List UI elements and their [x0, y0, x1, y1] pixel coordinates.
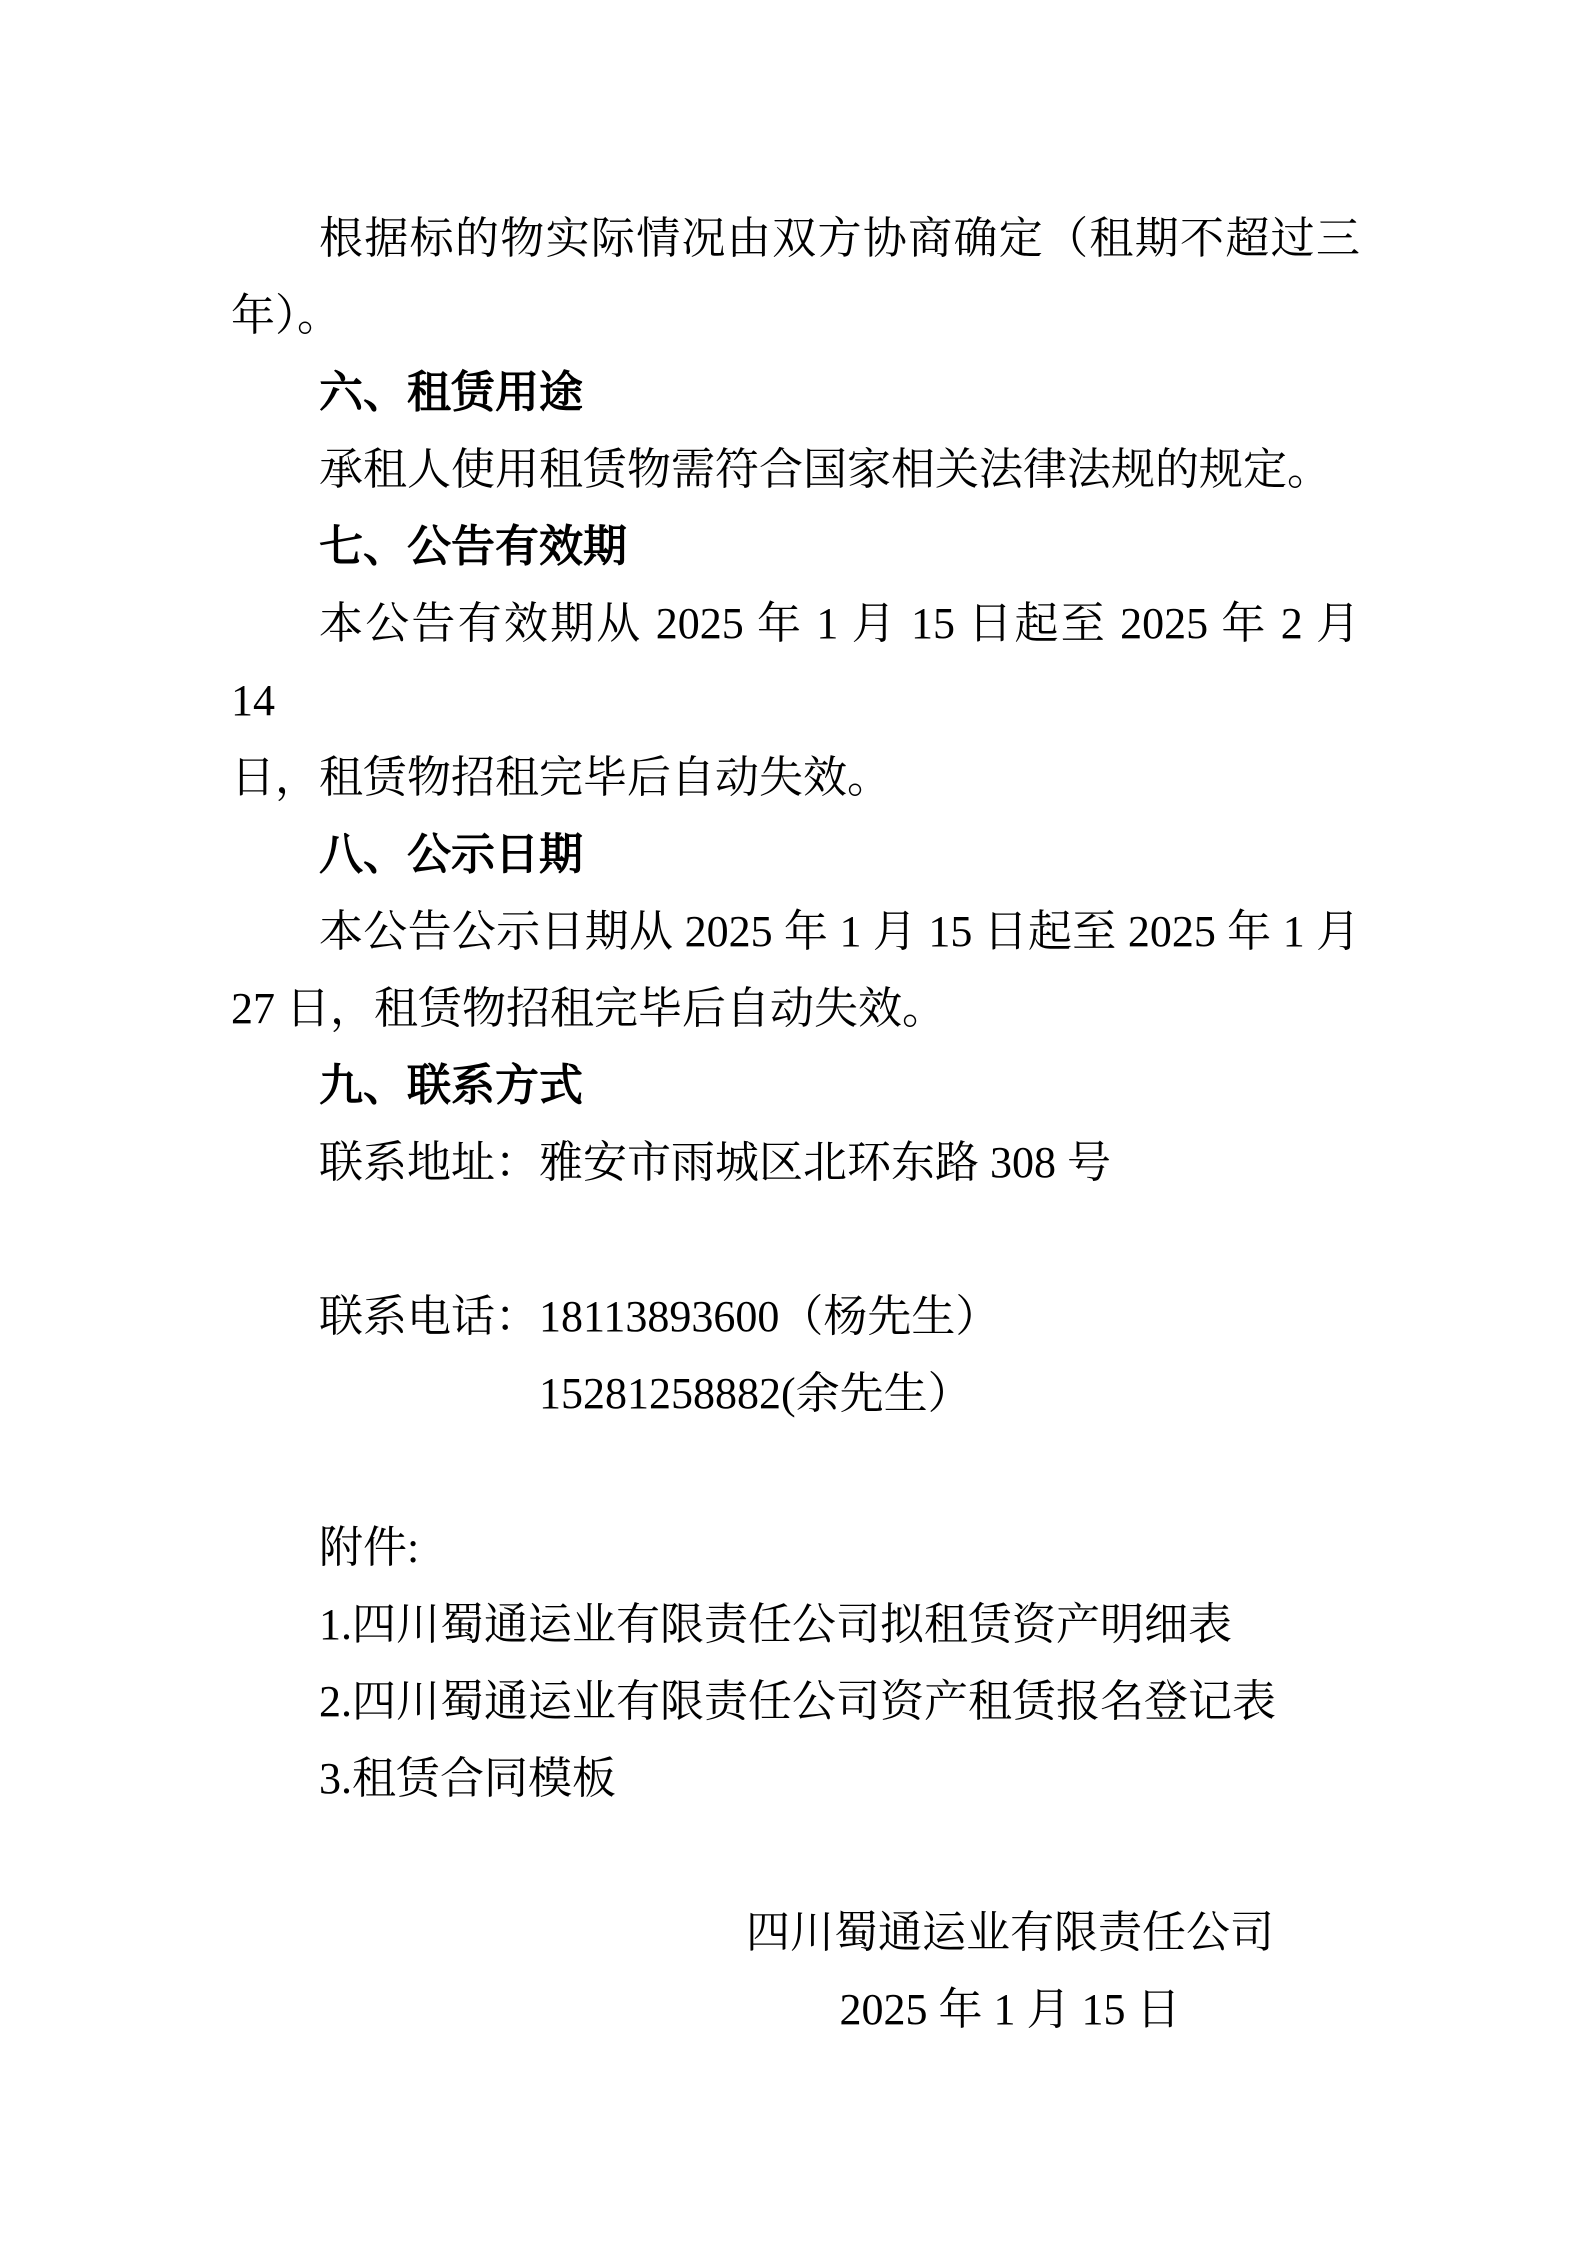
signature-block: [660, 1894, 1360, 2048]
attachments-label: 附件:: [319, 1523, 420, 1572]
contact-address: 联系地址：雅安市雨城区北环东路 308 号: [319, 1138, 1111, 1187]
blank-line: [231, 1817, 1360, 1894]
lease-term-line-2: 年）。: [231, 291, 341, 340]
section-8-heading: 八、公示日期: [319, 830, 583, 879]
section-8-body-line-1: 本公告公示日期从 2025 年 1 月 15 日起至 2025 年 1 月: [319, 907, 1360, 956]
section-9-heading: 九、联系方式: [319, 1061, 583, 1110]
lease-term-line-1: 根据标的物实际情况由双方协商确定（租期不超过三: [319, 214, 1360, 263]
signature-company: 四川蜀通运业有限责任公司: [746, 1908, 1274, 1957]
contact-phone-2: 15281258882(余先生）: [539, 1369, 972, 1418]
section-8-body-line-2: 27 日，租赁物招租完毕后自动失效。: [231, 984, 946, 1033]
blank-line: [231, 1201, 1360, 1278]
document-body: [231, 200, 1371, 2048]
section-6-heading: 六、租赁用途: [319, 368, 583, 417]
attachment-item-2: 2.四川蜀通运业有限责任公司资产租赁报名登记表: [319, 1677, 1276, 1726]
contact-phone-1: 联系电话：18113893600（杨先生）: [319, 1292, 1000, 1341]
blank-line: [231, 1432, 1360, 1509]
signature-date: 2025 年 1 月 15 日: [839, 1985, 1181, 2034]
section-7-body-line-1: 本公告有效期从 2025 年 1 月 15 日起至 2025 年 2 月 14: [231, 599, 1371, 725]
attachment-item-1: 1.四川蜀通运业有限责任公司拟租赁资产明细表: [319, 1600, 1232, 1649]
section-7-body-line-2: 日，租赁物招租完毕后自动失效。: [231, 753, 891, 802]
attachment-item-3: 3.租赁合同模板: [319, 1754, 616, 1803]
section-6-body: 承租人使用租赁物需符合国家相关法律法规的规定。: [319, 445, 1331, 494]
section-7-heading: 七、公告有效期: [319, 522, 627, 571]
